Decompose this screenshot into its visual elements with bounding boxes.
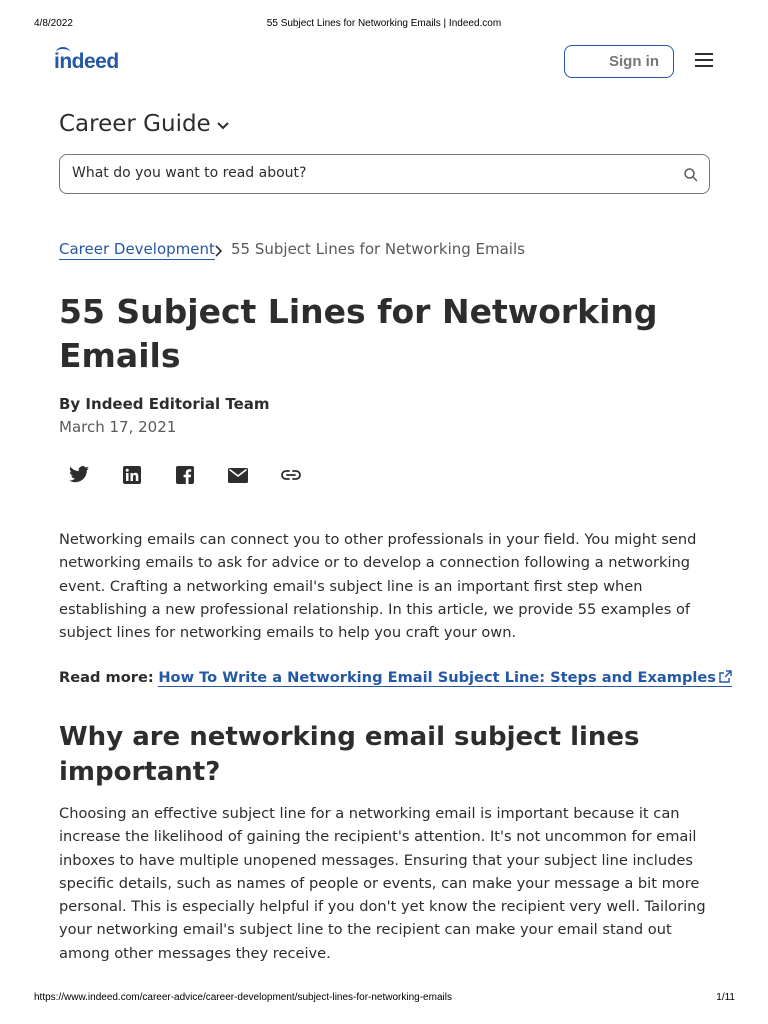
print-document-title: 55 Subject Lines for Networking Emails | Indeed.com	[266, 18, 502, 29]
linkedin-icon[interactable]	[121, 464, 143, 486]
article-author: By Indeed Editorial Team	[59, 395, 270, 413]
section-heading: Why are networking email subject lines important?	[59, 722, 640, 787]
search-input[interactable]	[70, 164, 664, 182]
article-date: March 17, 2021	[59, 418, 177, 436]
article-title: 55 Subject Lines for Networking Emails	[59, 292, 658, 375]
logo-arc-icon	[56, 47, 70, 57]
indeed-logo[interactable]	[54, 50, 119, 74]
link-icon[interactable]	[280, 464, 302, 486]
sign-in-button[interactable]: Sign in	[564, 45, 674, 78]
facebook-icon[interactable]	[174, 464, 196, 486]
read-more-label: Read more:	[59, 669, 154, 686]
twitter-icon[interactable]	[68, 464, 90, 486]
read-more	[59, 669, 732, 686]
search-box	[59, 154, 710, 194]
print-date: 4/8/2022	[34, 18, 73, 29]
read-more-link-text: How To Write a Networking Email Subject Line: Steps and Examples	[158, 669, 716, 686]
breadcrumb-current: 55 Subject Lines for Networking Emails	[231, 240, 525, 258]
chevron-down-icon[interactable]	[215, 117, 231, 133]
career-guide-dropdown[interactable]: Career Guide	[59, 111, 211, 137]
external-link-icon	[719, 670, 732, 683]
read-more-link[interactable]	[158, 669, 732, 687]
email-icon[interactable]	[227, 464, 249, 486]
print-url: https://www.indeed.com/career-advice/career-development/subject-lines-for-networking-emails	[34, 992, 452, 1003]
section-paragraph: Choosing an effective subject line for a networking email is important because it can increase the likelihood of gaining the recipient's attention. It's not uncommon for email inboxes to have multiple unopened messages. Ensuring that your subject line includes specific details, such as names of people or events, can make your message a bit more personal. This is especially helpful if you don't yet know the recipient very well. Tailoring your networking email's subject line to the recipient can make your email stand out among other messages they receive.	[59, 805, 706, 962]
intro-paragraph: Networking emails can connect you to other professionals in your field. You might send networking emails to ask for advice or to develop a connection following a networking event. Crafting a networking email's subject line is an important first step when establishing a new professional relationship. In this article, we provide 55 examples of subject lines for networking emails to help you craft your own.	[59, 531, 697, 642]
hamburger-menu-icon[interactable]	[695, 53, 713, 69]
chevron-right-icon	[214, 245, 224, 257]
breadcrumb-career-development-link[interactable]: Career Development	[59, 240, 215, 258]
logo-text: indeed	[54, 50, 119, 73]
search-icon[interactable]	[683, 167, 699, 183]
print-page-number: 1/11	[716, 992, 735, 1003]
